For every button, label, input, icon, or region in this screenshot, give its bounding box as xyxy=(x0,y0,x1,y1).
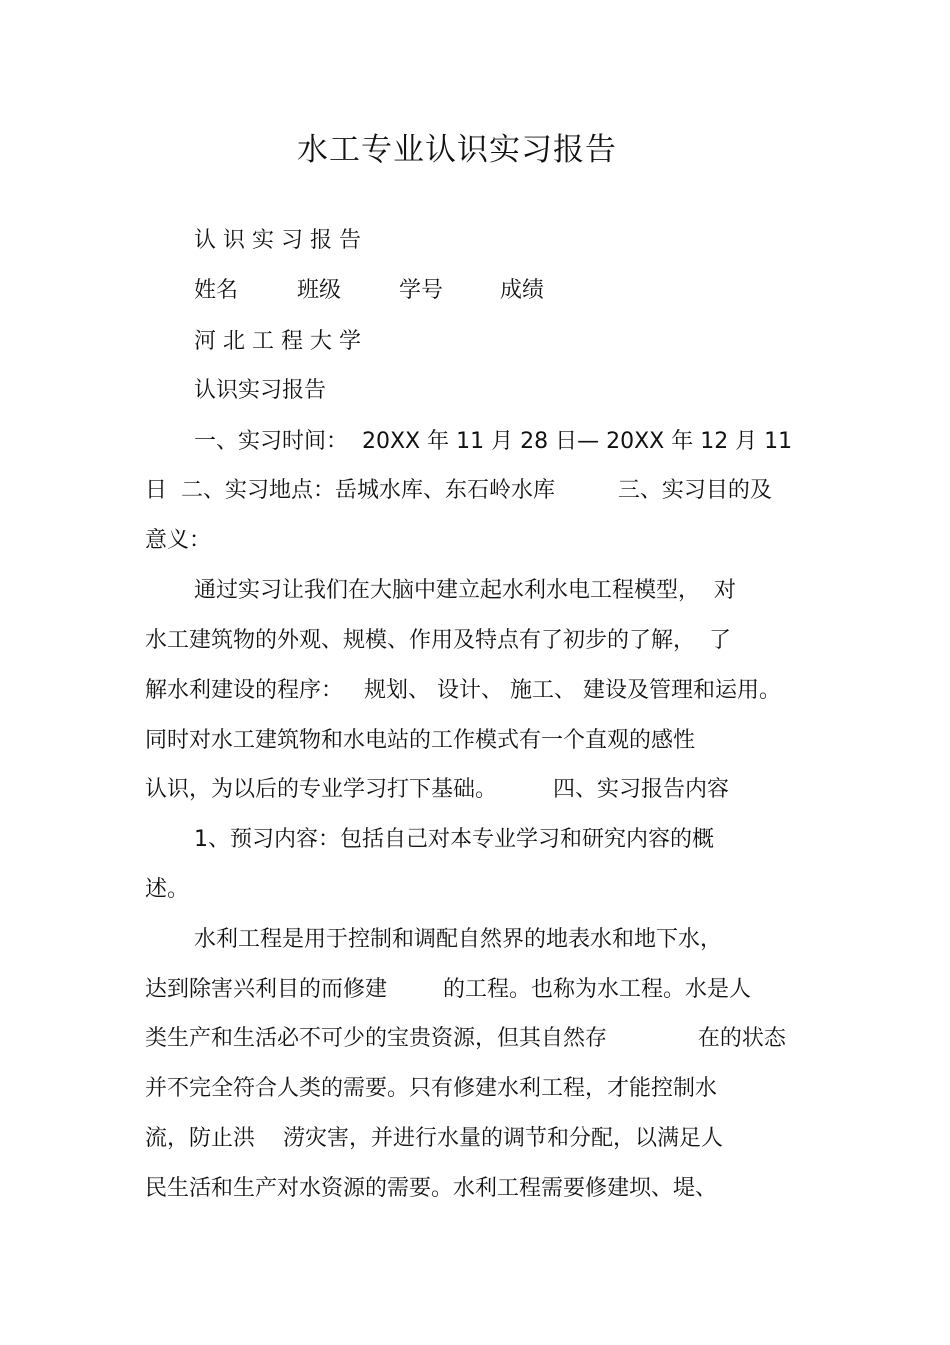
body-line: 水利工程是用于控制和调配自然界的地表水和地下水， xyxy=(194,927,723,952)
body-line: 并不完全符合人类的需要。只有修建水利工程，才能控制水 xyxy=(145,1076,718,1101)
university-name: 河 北 工 程 大 学 xyxy=(194,329,361,354)
header-label: 认 识 实 习 报 告 xyxy=(194,228,361,253)
body-line: 日 二、实习地点：岳城水库、东石岭水库 三、实习目的及 xyxy=(145,478,772,503)
body-line: 意义： xyxy=(145,528,212,553)
field-name: 姓名 xyxy=(194,278,239,303)
body-line: 一、实习时间： 20XX 年 11 月 28 日— 20XX 年 12 月 11 xyxy=(194,429,793,454)
body-line: 述。 xyxy=(145,877,190,902)
field-class: 班级 xyxy=(297,278,342,303)
document-title: 水工专业认识实习报告 xyxy=(297,132,617,168)
body-line: 类生产和生活必不可少的宝贵资源，但其自然存 在的状态 xyxy=(145,1026,786,1051)
body-line: 解水利建设的程序： 规划、 设计、 施工、 建设及管理和运用。 xyxy=(145,678,781,703)
field-student-id: 学号 xyxy=(399,278,444,303)
body-line: 认识，为以后的专业学习打下基础。 四、实习报告内容 xyxy=(145,777,729,802)
body-line: 1、预习内容：包括自己对本专业学习和研究内容的概 xyxy=(194,827,714,852)
body-line: 民生活和生产对水资源的需要。水利工程需要修建坝、堤、 xyxy=(145,1176,718,1201)
field-grade: 成绩 xyxy=(500,278,545,303)
body-line: 同时对水工建筑物和水电站的工作模式有一个直观的感性 xyxy=(145,728,696,753)
report-label: 认识实习报告 xyxy=(194,378,327,403)
body-line: 水工建筑物的外观、规模、作用及特点有了初步的了解， 了 xyxy=(145,628,731,653)
body-line: 达到除害兴利目的而修建 的工程。也称为水工程。水是人 xyxy=(145,977,751,1002)
body-line: 流，防止洪 涝灾害，并进行水量的调节和分配，以满足人 xyxy=(145,1126,723,1151)
body-line: 通过实习让我们在大脑中建立起水利水电工程模型， 对 xyxy=(194,578,736,603)
